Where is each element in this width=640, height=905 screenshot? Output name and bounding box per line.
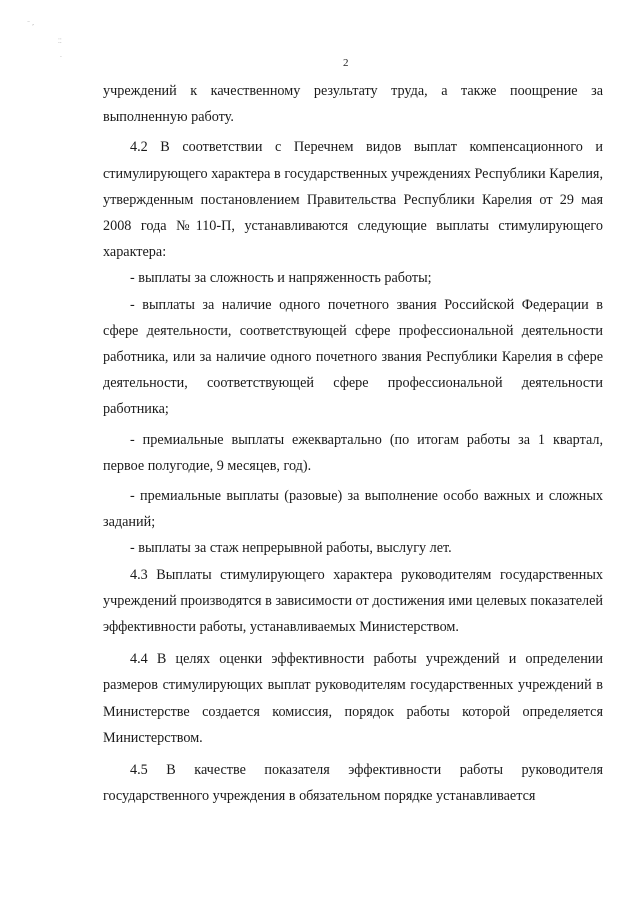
list-item-one-time-bonus: - премиальные выплаты (разовые) за выполнение особо важных и сложных заданий; bbox=[103, 488, 603, 531]
list-item-honorary-title-payments: - выплаты за наличие одного почетного звания Российской Федерации в сфере деятельности, соответствующей сфере профессиональной деятельности работника, или за наличие одного почетного звания Республики Карелия в сфере деятельности, соответствующей сфере профессиональной деятельности работника; bbox=[103, 296, 603, 418]
paragraph-clause-4-5: 4.5 В качестве показателя эффективности работы руководителя государственного учреждения в обязательном порядке устанавливается bbox=[103, 762, 603, 805]
scan-artifact-mark: ⁻ , bbox=[27, 20, 34, 27]
paragraph-continuation: учреждений к качественному результату труда, а также поощрение за выполненную работу. bbox=[103, 83, 603, 126]
list-item-seniority-payments: - выплаты за стаж непрерывной работы, выслугу лет. bbox=[130, 540, 452, 557]
scan-artifact-mark: · bbox=[60, 54, 62, 61]
page-number: 2 bbox=[343, 57, 349, 69]
document-body bbox=[103, 78, 603, 809]
paragraph-clause-4-2: 4.2 В соответствии с Перечнем видов выплат компенсационного и стимулирующего характера в государственных учреждениях Республики Карелия, утвержденным постановлением Правительства Республики Карелия от 29 мая 2008 года №110-П, устанавливаются следующие выплаты стимулирующего характера: bbox=[103, 139, 603, 261]
list-item-quarterly-bonus: - премиальные выплаты ежеквартально (по итогам работы за 1 квартал, первое полугодие, 9 месяцев, год). bbox=[103, 431, 603, 474]
paragraph-clause-4-3: 4.3 Выплаты стимулирующего характера руководителям государственных учреждений производятся в зависимости от достижения ими целевых показателей эффективности работы, устанавливаемых Министерством. bbox=[103, 566, 603, 636]
list-item-complexity-payments: - выплаты за сложность и напряженность работы; bbox=[130, 270, 432, 287]
paragraph-clause-4-4: 4.4 В целях оценки эффективности работы учреждений и определении размеров стимулирующих выплат руководителям государственных учреждений в Министерстве создается комиссия, порядок работы которой определяется Министерством. bbox=[103, 651, 603, 746]
scan-artifact-mark: ⁚⁚ bbox=[58, 38, 62, 45]
